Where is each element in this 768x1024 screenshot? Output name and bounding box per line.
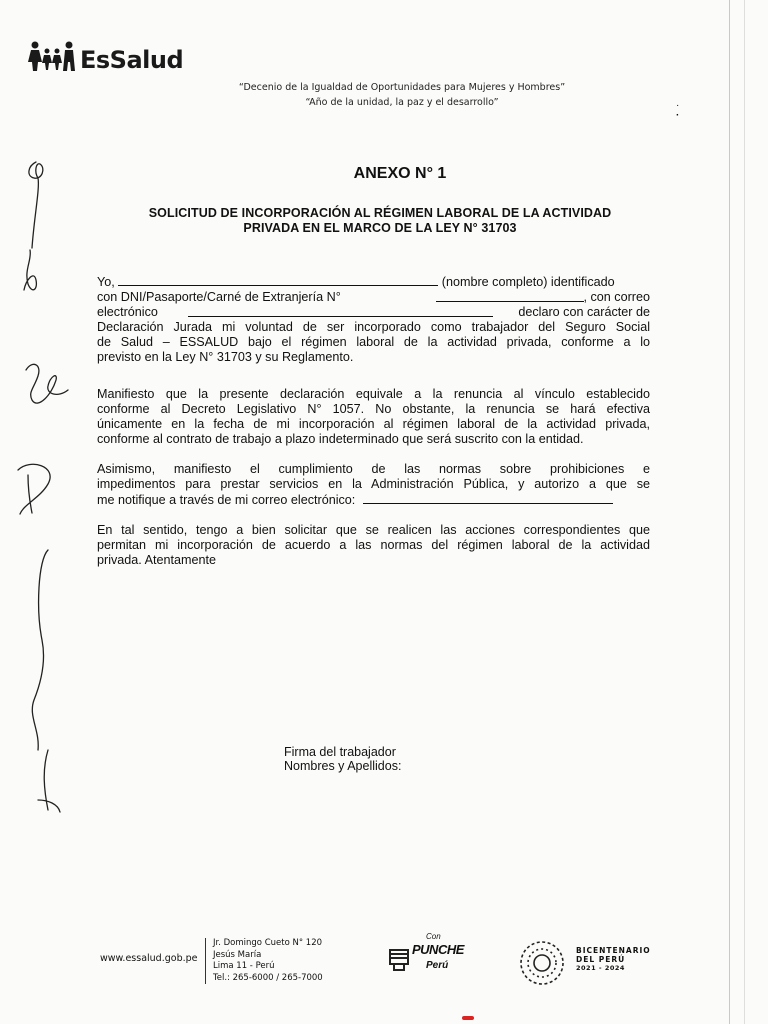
punche-sub-text: Perú: [426, 960, 449, 971]
declaration-line: previsto en la Ley N° 31703 y su Reglamento.: [97, 350, 354, 364]
request-paragraph: [97, 523, 650, 568]
email-field[interactable]: [188, 305, 493, 317]
text-yo: Yo,: [97, 275, 115, 289]
bicentenario-seal-icon: [515, 936, 569, 990]
text-electronic: electrónico: [97, 305, 158, 319]
footer-website: www.essalud.gob.pe: [100, 953, 198, 964]
declaration-line: [97, 290, 650, 305]
motto-decenio: “Decenio de la Igualdad de Oportunidades para Mujeres y Hombres”: [238, 82, 566, 93]
paragraph-line: privada. Atentamente: [97, 553, 217, 567]
full-name-field[interactable]: [118, 274, 438, 286]
document-title: ANEXO N° 1: [353, 165, 447, 182]
address-line: Jr. Domingo Cueto N° 120: [213, 938, 323, 948]
bicentenario-line: BICENTENARIO: [576, 946, 651, 955]
paragraph-line: conforme al Decreto Legislativo N° 1057. No obstante, la renuncia se hará efectiva: [97, 402, 650, 416]
text-declare: declaro con carácter de: [518, 305, 650, 319]
address-line: Lima 11 - Perú: [213, 961, 275, 971]
paragraph-line: Manifiesto que la presente declaración equivale a la renuncia al vínculo establecido: [97, 387, 650, 401]
text-document-id: con DNI/Pasaporte/Carné de Extranjería N°: [97, 290, 341, 304]
document-number-field[interactable]: [436, 290, 584, 302]
bicentenario-text: [576, 946, 651, 973]
text-name-hint: (nombre completo) identificado: [441, 275, 615, 289]
names-label: Nombres y Apellidos:: [284, 759, 402, 773]
con-punche-peru-logo: [386, 932, 476, 984]
scan-edge-line: [744, 0, 745, 1024]
notification-email-field[interactable]: [363, 492, 613, 504]
paragraph-line: conforme al contrato de trabajo a plazo indeterminado que será suscrito con la entidad.: [97, 432, 584, 446]
margin-initials-signatures: [8, 150, 78, 830]
compliance-paragraph: [97, 462, 650, 508]
logo-text: EsSalud: [80, 46, 184, 74]
essalud-family-icon: [28, 40, 78, 72]
scan-speck: ·: [676, 100, 680, 111]
scan-speck: ·: [676, 110, 680, 121]
footer-address: [213, 938, 323, 984]
paragraph-line: Asimismo, manifiesto el cumplimiento de las normas sobre prohibiciones e: [97, 462, 650, 476]
address-line: Jesús María: [213, 949, 262, 960]
document-subtitle-line1: SOLICITUD DE INCORPORACIÓN AL RÉGIMEN LABORAL DE LA ACTIVIDAD: [148, 206, 612, 220]
motto-anio: “Año de la unidad, la paz y el desarrollo”: [305, 97, 499, 108]
paragraph-line: [97, 492, 650, 508]
resignation-paragraph: [97, 387, 650, 447]
declaration-line: [97, 274, 650, 290]
declaration-line: Declaración Jurada mi voluntad de ser incorporado como trabajador del Seguro Social: [97, 320, 650, 334]
text-with-email: , con correo: [583, 290, 650, 304]
paragraph-line: En tal sentido, tengo a bien solicitar que se realicen las acciones correspondientes que: [97, 523, 650, 537]
signature-label: Firma del trabajador: [284, 745, 396, 759]
red-scan-mark: [462, 1016, 474, 1020]
document-subtitle-line2: PRIVADA EN EL MARCO DE LA LEY N° 31703: [243, 221, 517, 235]
essalud-logo: [28, 36, 183, 72]
text-notify: me notifique a través de mi correo electrónico:: [97, 493, 356, 507]
declaration-line: [97, 305, 650, 320]
signature-block: [284, 745, 401, 773]
paragraph-line: permitan mi incorporación de acuerdo a las normas del régimen laboral de la actividad: [97, 538, 650, 552]
address-line: Tel.: 265-6000 / 265-7000: [213, 972, 323, 983]
declaration-line: de Salud – ESSALUD bajo el régimen laboral de la actividad privada, conforme a lo: [97, 335, 650, 349]
declaration-paragraph: [97, 274, 650, 365]
punche-big-text: PUNCHE: [412, 942, 464, 957]
bicentenario-years: 2021 - 2024: [576, 964, 625, 972]
bicentenario-line: DEL PERÚ: [576, 955, 626, 964]
paragraph-line: impedimentos para prestar servicios en la Administración Pública, y autorizo a que se: [97, 477, 650, 491]
scan-edge-line: [729, 0, 730, 1024]
punche-small-text: Con: [426, 932, 441, 941]
paragraph-line: únicamente en la fecha de mi incorporación al régimen laboral de la actividad privada,: [97, 417, 650, 431]
footer-divider: [205, 938, 206, 984]
